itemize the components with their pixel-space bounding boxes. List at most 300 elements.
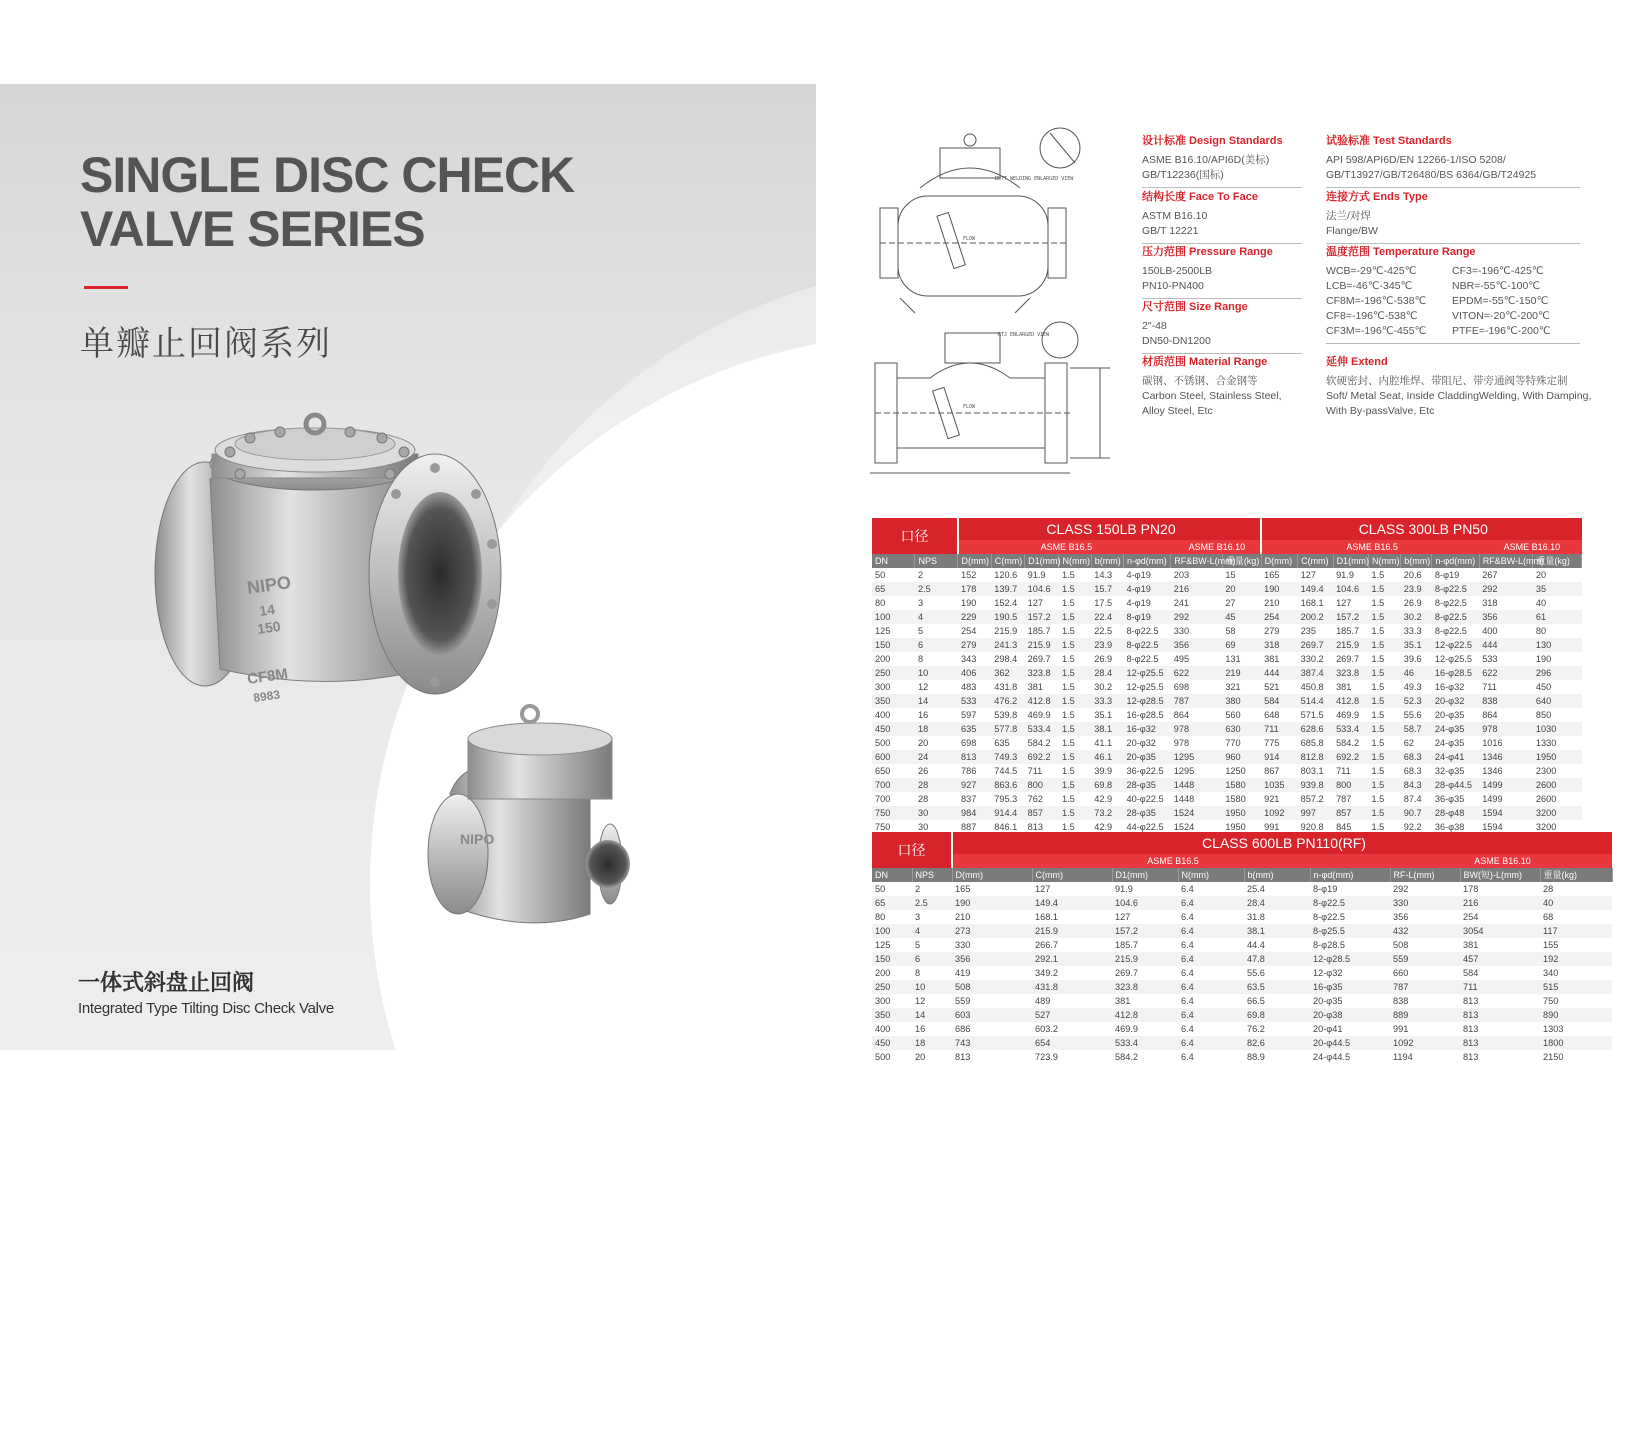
table-cell: 300 — [875, 682, 891, 692]
spec-heading: 设计标准 Design Standards — [1142, 135, 1283, 147]
table-cell: 39.9 — [1094, 766, 1113, 776]
table-cell: 1.5 — [1059, 694, 1091, 708]
table-cell: 838 — [1393, 996, 1409, 1006]
table-cell: 127 — [1115, 912, 1131, 922]
table-cell: 14 — [912, 1008, 952, 1022]
table-cell: 508 — [1393, 940, 1409, 950]
table-cell: 444 — [1261, 666, 1298, 680]
table-cell: 1.5 — [1061, 738, 1075, 748]
table-cell: 387.4 — [1298, 666, 1333, 680]
table-cell: 168.1 — [1300, 598, 1324, 608]
spec-value: Alloy Steel, Etc — [1142, 405, 1213, 417]
table-cell: 1580 — [1222, 778, 1261, 792]
table-cell: 62 — [1403, 738, 1414, 748]
table-cell: 31.8 — [1247, 912, 1265, 922]
table-cell: 1.5 — [1059, 610, 1091, 624]
table-cell: 700 — [872, 778, 915, 792]
series-title-cn: 单瓣止回阀系列 — [80, 325, 332, 363]
column-header: RF&BW-L(mm) — [1479, 554, 1533, 568]
table-cell: 16-φ28.5 — [1126, 710, 1164, 720]
table-cell: 44.4 — [1247, 940, 1265, 950]
table-cell: 6.4 — [1181, 1024, 1194, 1034]
table-row — [872, 806, 1582, 820]
table-cell: 489 — [1035, 996, 1051, 1006]
spec-value: GB/T13927/GB/T26480/BS 6364/GB/T24925 — [1326, 169, 1537, 181]
table-cell: 28.4 — [1244, 896, 1310, 910]
table-cell: 8-φ28.5 — [1313, 940, 1346, 950]
table-cell: 215.9 — [1032, 924, 1112, 938]
table-cell: 40 — [1535, 598, 1547, 608]
table-cell: 380 — [1222, 694, 1261, 708]
table-cell: 20 — [1222, 582, 1261, 596]
table-cell: 76.2 — [1247, 1024, 1265, 1034]
table-cell: 343 — [960, 654, 977, 664]
table-cell: 1448 — [1173, 794, 1195, 804]
asme-1610-header: ASME B16.10 — [1503, 542, 1561, 552]
table-cell: 241.3 — [991, 638, 1024, 652]
table-cell: 210 — [1264, 598, 1280, 608]
table-cell: 8-φ22.5 — [1432, 582, 1479, 596]
table-row — [872, 610, 1582, 624]
table-row — [872, 750, 1582, 764]
column-header: D(mm) — [952, 868, 1032, 882]
table-cell: 42.9 — [1094, 822, 1113, 832]
table-cell: 1.5 — [1371, 598, 1385, 608]
spec-heading: 试验标准 Test Standards — [1326, 135, 1452, 147]
table-cell: 47.8 — [1244, 952, 1310, 966]
table-cell: 266.7 — [1035, 940, 1058, 950]
table-cell: 3054 — [1460, 924, 1540, 938]
table-cell: 889 — [1390, 1008, 1460, 1022]
spec-size-range — [1142, 300, 1302, 354]
table-cell: 149.4 — [1298, 582, 1333, 596]
left-panel — [0, 84, 816, 1050]
table-cell: 269.7 — [1115, 968, 1138, 978]
table-cell: 837 — [960, 794, 977, 804]
table-cell: 457 — [1460, 952, 1540, 966]
table-cell: 1.5 — [1061, 626, 1075, 636]
column-header: b(mm) — [1091, 554, 1123, 568]
spec-value: 软硬密封、内腔堆焊、带阻尼、带旁通阀等特殊定制 — [1326, 375, 1568, 387]
table-cell: 6 — [912, 952, 952, 966]
table-cell: 20-φ32 — [1126, 738, 1156, 748]
table-cell: 150 — [872, 952, 912, 966]
column-header: C(mm) — [1032, 868, 1112, 882]
table-cell: 8-φ22.5 — [1310, 896, 1390, 910]
table-cell: 6.4 — [1178, 924, 1244, 938]
table-cell: 250 — [872, 666, 915, 680]
column-header: N(mm) — [1178, 868, 1244, 882]
dimension-table-150-300 — [872, 518, 1582, 834]
table-cell: 584.2 — [1027, 738, 1051, 748]
table-cell: 16-φ28.5 — [1432, 666, 1479, 680]
table-cell: 22.4 — [1091, 610, 1123, 624]
table-cell: 28 — [1543, 884, 1554, 894]
table-cell: 1.5 — [1059, 666, 1091, 680]
table-cell: 1594 — [1482, 822, 1503, 832]
table-cell: 200.2 — [1298, 610, 1333, 624]
table-cell: 165 — [1264, 570, 1280, 580]
spec-heading: 结构长度 Face To Face — [1142, 191, 1258, 203]
table-cell: 235 — [1300, 626, 1316, 636]
table-row — [872, 694, 1582, 708]
table-cell: 1950 — [1533, 750, 1582, 764]
table-cell: 10 — [915, 666, 958, 680]
table-cell: 1800 — [1540, 1036, 1612, 1050]
table-cell: 432 — [1390, 924, 1460, 938]
asme-1610-header: ASME B16.10 — [1474, 856, 1531, 866]
table-cell: 20 — [915, 1052, 926, 1062]
column-header: N(mm) — [1369, 554, 1401, 568]
table-cell: 90.7 — [1401, 806, 1432, 820]
table-cell: 12-φ25.5 — [1126, 682, 1164, 692]
table-cell: 356 — [1393, 912, 1409, 922]
table-cell: 269.7 — [1336, 654, 1360, 664]
table-row — [872, 708, 1582, 722]
table-cell: 750 — [875, 822, 891, 832]
table-cell: 1.5 — [1061, 766, 1075, 776]
class-600-header: CLASS 600LB PN110(RF) — [1202, 835, 1366, 851]
table-cell: 8-φ19 — [1123, 610, 1170, 624]
table-cell: 381 — [1027, 682, 1043, 692]
table-cell: 100 — [872, 924, 912, 938]
table-cell: 571.5 — [1300, 710, 1324, 720]
table-cell: 40-φ22.5 — [1126, 794, 1164, 804]
table-cell: 846.1 — [994, 822, 1018, 832]
table-cell: 1499 — [1479, 778, 1533, 792]
table-cell: 723.9 — [1035, 1052, 1058, 1062]
table-cell: 1950 — [1225, 822, 1246, 832]
column-header: D1(mm) — [1333, 554, 1368, 568]
table-cell: 125 — [875, 626, 891, 636]
table-cell: 18 — [915, 722, 958, 736]
table-cell: 330 — [955, 940, 971, 950]
table-cell: 46 — [1401, 666, 1432, 680]
table-cell: 26.9 — [1094, 654, 1113, 664]
table-cell: 26 — [917, 766, 929, 776]
temp-item: LCB=-46℃-345℃ — [1326, 280, 1413, 292]
table-cell: 813 — [1027, 822, 1043, 832]
table-cell: 269.7 — [1298, 638, 1333, 652]
table-cell: 219 — [1222, 666, 1261, 680]
table-cell: 527 — [1032, 1008, 1112, 1022]
table-cell: 23.9 — [1091, 638, 1123, 652]
table-cell: 300 — [875, 996, 891, 1006]
table-cell: 838 — [1479, 694, 1533, 708]
spec-heading: 材质范围 Material Range — [1142, 356, 1268, 368]
table-cell: 117 — [1540, 924, 1612, 938]
table-cell: 515 — [1540, 980, 1612, 994]
table-cell: 16-φ35 — [1310, 980, 1390, 994]
table-cell: 27 — [1225, 598, 1236, 608]
table-cell: 419 — [955, 968, 971, 978]
table-cell: 44-φ22.5 — [1126, 822, 1164, 832]
table-cell: 18 — [912, 1036, 952, 1050]
table-cell: 69.8 — [1091, 778, 1123, 792]
table-cell: 33.3 — [1091, 694, 1123, 708]
table-cell: 350 — [872, 694, 915, 708]
table-cell: 279 — [1264, 626, 1280, 636]
table-cell: 28.4 — [1091, 666, 1123, 680]
table-cell: 711 — [1336, 766, 1351, 776]
table-cell: 1524 — [1171, 806, 1223, 820]
table-cell: 12-φ25.5 — [1434, 654, 1473, 664]
table-cell: 15 — [1225, 570, 1236, 580]
table-cell: 603 — [952, 1008, 1032, 1022]
table-cell: 356 — [1171, 638, 1223, 652]
table-cell: 131 — [1225, 654, 1241, 664]
table-cell: 20-φ41 — [1313, 1024, 1343, 1034]
flow-label-bottom: FLOW — [963, 404, 976, 410]
table-cell: 152 — [960, 570, 977, 580]
table-cell: 4-φ19 — [1123, 582, 1170, 596]
spec-temperature-range — [1326, 245, 1580, 344]
table-cell: 978 — [1479, 722, 1533, 736]
table-cell: 292 — [1479, 582, 1533, 596]
valve2-mark-1: NIPO — [460, 831, 495, 847]
table-cell: 1499 — [1482, 794, 1503, 804]
table-cell: 68 — [1543, 912, 1554, 922]
table-row — [872, 966, 1612, 980]
table-cell: 1.5 — [1371, 766, 1385, 776]
dimension-table-600 — [872, 832, 1613, 1064]
table-cell: 450.8 — [1300, 682, 1324, 692]
table-cell: 1250 — [1225, 766, 1246, 776]
table-cell: 597 — [960, 710, 977, 720]
spec-divider — [1142, 243, 1302, 244]
table-cell: 210 — [955, 912, 971, 922]
table-cell: 381 — [1336, 682, 1352, 692]
table-row — [872, 952, 1612, 966]
table-cell: 12-φ22.5 — [1432, 638, 1479, 652]
table-cell: 1.5 — [1369, 666, 1401, 680]
table-cell: 559 — [955, 996, 971, 1006]
spec-heading: 温度范围 Temperature Range — [1326, 246, 1476, 258]
table-cell: 483 — [960, 682, 977, 692]
rtj-label: RTJ ENLARGED VIEW — [998, 332, 1050, 338]
table-cell: 55.6 — [1403, 710, 1422, 720]
table-cell: 73.2 — [1091, 806, 1123, 820]
table-cell: 190 — [952, 896, 1032, 910]
table-cell: 104.6 — [1025, 582, 1059, 596]
swing-check-valve-image — [150, 384, 510, 724]
table-cell: 6.4 — [1181, 940, 1194, 950]
table-cell: 1.5 — [1371, 794, 1385, 804]
table-cell: 813 — [955, 1052, 971, 1062]
spec-value: ASTM B16.10 — [1142, 210, 1208, 222]
table-cell: 978 — [1173, 738, 1190, 748]
valve1-mark-3: 150 — [256, 617, 282, 637]
table-cell: 4-φ19 — [1126, 598, 1151, 608]
table-cell: 178 — [958, 582, 991, 596]
table-cell: 867 — [1264, 766, 1280, 776]
spec-value: GB/T 12221 — [1142, 225, 1199, 237]
table-cell: 127 — [1035, 884, 1051, 894]
table-cell: 68.3 — [1403, 766, 1422, 776]
table-cell: 100 — [872, 610, 915, 624]
column-header: n-φd(mm) — [1123, 554, 1170, 568]
table-row — [872, 938, 1612, 952]
table-cell: 130 — [1533, 638, 1582, 652]
table-cell: 8 — [915, 968, 921, 978]
table-cell: 273 — [952, 924, 1032, 938]
table-row — [872, 722, 1582, 736]
table-cell: 14.3 — [1094, 570, 1113, 580]
table-cell: 400 — [1482, 626, 1498, 636]
table-cell: 1295 — [1173, 766, 1195, 776]
table-cell: 58.7 — [1401, 722, 1432, 736]
table-cell: 381 — [1115, 996, 1131, 1006]
table-cell: 250 — [872, 980, 912, 994]
table-cell: 6.4 — [1181, 912, 1194, 922]
table-cell: 241 — [1173, 598, 1190, 608]
table-row — [872, 680, 1582, 694]
table-cell: 845 — [1336, 822, 1352, 832]
table-cell: 80 — [875, 912, 886, 922]
column-header: N(mm) — [1059, 554, 1091, 568]
series-title-en — [80, 148, 574, 256]
table-cell: 216 — [1171, 582, 1223, 596]
table-cell: 65 — [872, 896, 912, 910]
table-cell: 127 — [1027, 598, 1043, 608]
table-cell: 20 — [1535, 570, 1547, 580]
table-cell: 628.6 — [1298, 722, 1333, 736]
table-cell: 850 — [1535, 710, 1552, 720]
table-cell: 635 — [994, 738, 1010, 748]
table-cell: 997 — [1298, 806, 1333, 820]
table-cell: 16-φ32 — [1434, 682, 1465, 692]
table-cell: 39.6 — [1403, 654, 1422, 664]
table-cell: 800 — [1025, 778, 1059, 792]
table-cell: 4 — [915, 610, 958, 624]
table-cell: 3200 — [1533, 806, 1582, 820]
temp-item: CF3=-196℃-425℃ — [1452, 265, 1544, 277]
column-header: n-φd(mm) — [1432, 554, 1479, 568]
column-header: n-φd(mm) — [1310, 868, 1390, 882]
table-cell: 450 — [872, 722, 915, 736]
table-cell: 2 — [915, 884, 921, 894]
table-cell: 4-φ19 — [1126, 570, 1151, 580]
spec-divider — [1142, 353, 1302, 354]
table-cell: 20-φ32 — [1432, 694, 1479, 708]
column-header: b(mm) — [1244, 868, 1310, 882]
table-cell: 711 — [1460, 980, 1540, 994]
table-cell: 431.8 — [994, 682, 1018, 692]
table-cell: 813 — [1460, 1036, 1540, 1050]
table-cell: 200 — [875, 654, 891, 664]
table-cell: 30.2 — [1094, 682, 1113, 692]
table-cell: 960 — [1222, 750, 1261, 764]
table-cell: 800 — [1333, 778, 1368, 792]
spec-design-standards — [1142, 134, 1302, 188]
table-cell: 1594 — [1479, 806, 1533, 820]
table-cell: 8-φ22.5 — [1313, 912, 1346, 922]
table-cell: 58 — [1225, 626, 1236, 636]
spec-divider — [1326, 187, 1580, 188]
table-cell: 775 — [1264, 738, 1280, 748]
column-header: DN — [872, 554, 915, 568]
table-row — [872, 568, 1582, 582]
table-cell: 864 — [1482, 710, 1498, 720]
table-cell: 68.3 — [1401, 750, 1432, 764]
table-cell: 533.4 — [1333, 722, 1368, 736]
table-cell: 16 — [915, 1024, 926, 1034]
table-cell: 323.8 — [1112, 980, 1178, 994]
table-cell: 584.2 — [1115, 1052, 1138, 1062]
table-cell: 203 — [1173, 570, 1190, 580]
table-cell: 1295 — [1171, 750, 1223, 764]
table-cell: 1330 — [1535, 738, 1557, 748]
table-cell: 36-φ38 — [1434, 822, 1465, 832]
table-cell: 61 — [1533, 610, 1582, 624]
table-row — [872, 792, 1582, 806]
table-cell: 356 — [952, 952, 1032, 966]
table-cell: 921 — [1264, 794, 1280, 804]
table-cell: 749.3 — [991, 750, 1024, 764]
table-cell: 150 — [872, 638, 915, 652]
table-row — [872, 652, 1582, 666]
table-cell: 50 — [875, 884, 886, 894]
table-cell: 12-φ25.5 — [1123, 666, 1170, 680]
table-cell: 803.1 — [1300, 766, 1324, 776]
table-cell: 812.8 — [1298, 750, 1333, 764]
table-cell: 36-φ22.5 — [1126, 766, 1164, 776]
table-cell: 84.3 — [1401, 778, 1432, 792]
table-cell: 1303 — [1543, 1024, 1564, 1034]
table-cell: 28-φ48 — [1432, 806, 1479, 820]
table-cell: 318 — [1261, 638, 1298, 652]
table-cell: 1.5 — [1369, 582, 1401, 596]
table-cell: 52.3 — [1401, 694, 1432, 708]
table-row — [872, 1050, 1612, 1064]
table-cell: 381 — [1264, 654, 1280, 664]
spec-pressure-range — [1142, 245, 1302, 299]
table-cell: 190.5 — [991, 610, 1024, 624]
table-cell: 152.4 — [994, 598, 1018, 608]
table-cell: 2 — [917, 570, 924, 580]
table-cell: 32-φ35 — [1434, 766, 1465, 776]
table-cell: 640 — [1533, 694, 1582, 708]
table-cell: 1.5 — [1371, 626, 1385, 636]
table-cell: 381 — [1463, 940, 1479, 950]
table-cell: 3200 — [1535, 822, 1557, 832]
table-cell: 711 — [1261, 722, 1298, 736]
table-cell: 20-φ35 — [1313, 996, 1343, 1006]
table-cell: 88.9 — [1247, 1052, 1265, 1062]
table-cell: 890 — [1540, 1008, 1612, 1022]
table-cell: 711 — [1482, 682, 1497, 692]
table-cell: 914 — [1261, 750, 1298, 764]
column-header: 重量(kg) — [1540, 868, 1612, 882]
table-cell: 6.4 — [1178, 1036, 1244, 1050]
table-cell: 927 — [958, 778, 991, 792]
kou-header: 口径 — [872, 518, 958, 554]
table-cell: 65 — [872, 582, 915, 596]
table-cell: 69 — [1222, 638, 1261, 652]
table-row — [872, 666, 1582, 680]
table-cell: 16-φ32 — [1123, 722, 1170, 736]
table-row — [872, 582, 1582, 596]
table-cell: 24-φ44.5 — [1313, 1052, 1351, 1062]
technical-drawing — [870, 128, 1110, 486]
table-cell: 20-φ35 — [1434, 710, 1465, 720]
table-cell: 269.7 — [1027, 654, 1051, 664]
table-cell: 6 — [915, 638, 958, 652]
column-header: RF&BW-L(mm) — [1171, 554, 1223, 568]
table-row — [872, 638, 1582, 652]
table-row — [872, 1008, 1612, 1022]
table-cell: 8-φ19 — [1313, 884, 1338, 894]
